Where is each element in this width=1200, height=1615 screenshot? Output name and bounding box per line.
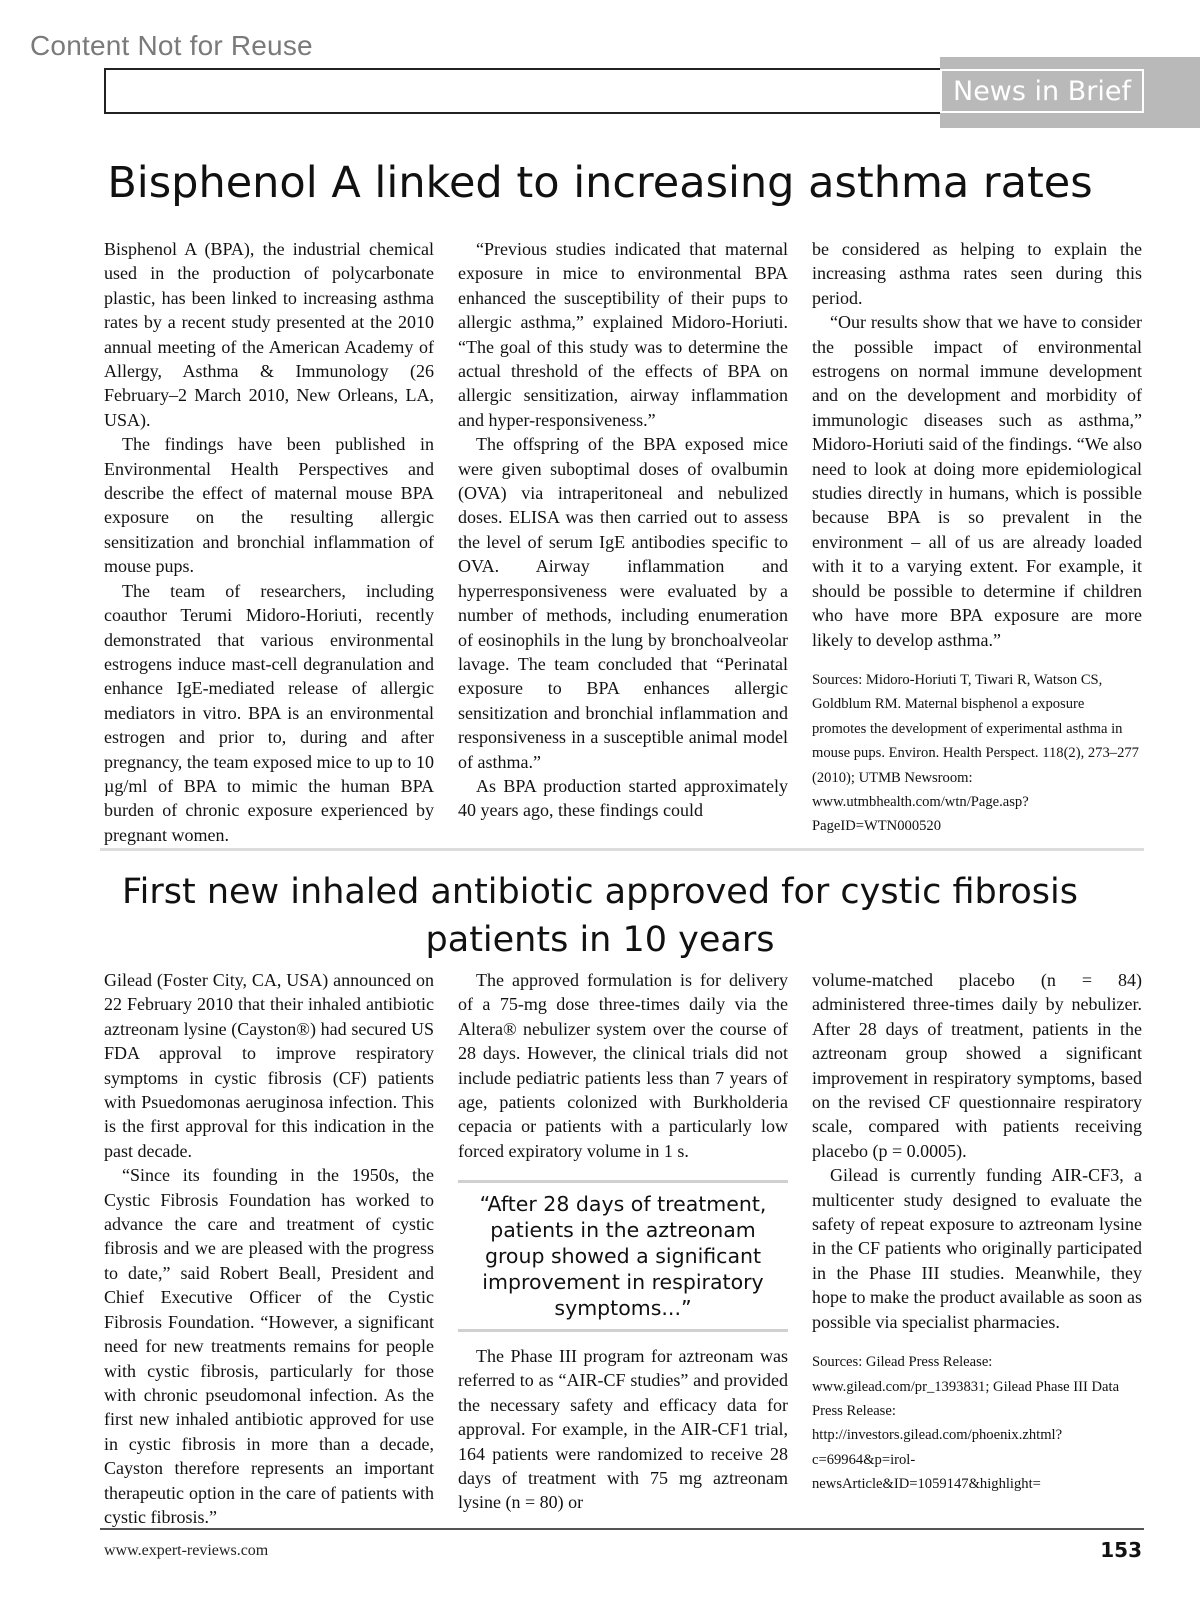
footer-rule xyxy=(100,1528,1144,1530)
paragraph: The findings have been published in Environmental Health Perspectives and describe the effect of maternal mouse BPA exposure on the resulting allergic sensitization and bronchial inflammation of mouse pups. xyxy=(104,434,434,577)
paragraph: volume-matched placebo (n = 84) administered three-times daily by nebulizer. After 28 days of treatment, patients in the aztreonam group showed a significant improvement in respiratory symptoms, based on the revised CF questionnaire respiratory scale, compared with patients receiving placebo (p = 0.0005). xyxy=(812,970,1142,1161)
paragraph: The approved formulation is for delivery of a 75-mg dose three-times daily via the Altera® nebulizer system over the course of 28 days. However, the clinical trials did not include pediatric patients less than 7 years of age, patients colonized with Burkholderia cepacia or patients with a particularly low forced expiratory volume in 1 s. xyxy=(458,970,788,1161)
article-2-title: First new inhaled antibiotic approved for cystic fibrosis patients in 10 years xyxy=(122,872,1078,960)
article-2-column-2-bottom xyxy=(458,1344,788,1515)
article-1-column-3 xyxy=(812,237,1142,839)
pull-quote: “After 28 days of treatment, patients in the aztreonam group showed a significant improvement in respiratory symptoms...” xyxy=(458,1180,788,1332)
paragraph: The offspring of the BPA exposed mice were given suboptimal doses of ovalbumin (OVA) via intraperitoneal and nebulized doses. ELISA was then carried out to assess the level of serum IgE antibodies specific to OVA. Airway inflammation and hyperresponsiveness were evaluated by a number of methods, including enumeration of eosinophils in the lung by bronchoalveolar lavage. The team concluded that “Perinatal exposure to BPA enhances allergic sensitization and bronchial inflammation and responsiveness in a susceptible animal model of asthma.” xyxy=(458,434,788,772)
paragraph: “Previous studies indicated that maternal exposure in mice to environmental BPA enhanced the susceptibility of their pups to allergic asthma,” explained Midoro-Horiuti. “The goal of this study was to determine the actual threshold of the effects of BPA on allergic sensitization, airway inflammation and hyper-responsiveness.” xyxy=(458,239,788,430)
article-2-column-2-top xyxy=(458,968,788,1163)
article-1-column-2 xyxy=(458,237,788,823)
article-2-sources: Sources: Gilead Press Release: www.gilead.com/pr_1393831; Gilead Phase III Data Press Release: http://investors.gilead.com/phoenix.zhtml?c=69964&p=irol-newsArticle&ID=1059147&highlight= xyxy=(812,1354,1120,1493)
header-bar xyxy=(104,68,940,114)
section-tab xyxy=(940,57,1200,128)
section-label: News in Brief xyxy=(940,69,1144,113)
paragraph: Bisphenol A (BPA), the industrial chemical used in the production of polycarbonate plastic, has been linked to increasing asthma rates by a recent study presented at the 2010 annual meeting of the American Academy of Allergy, Asthma & Immunology (26 February–2 March 2010, New Orleans, LA, USA). xyxy=(104,239,434,430)
paragraph: The team of researchers, including coauthor Terumi Midoro-Horiuti, recently demonstrated that various environmental estrogens induce mast-cell degranulation and enhance IgE-mediated release of allergic mediators in vitro. BPA is an environmental estrogen and prior to, during and after pregnancy, the team exposed mice to up to 10 µg/ml of BPA to mimic the human BPA burden of chronic exposure experienced by pregnant women. xyxy=(104,580,434,845)
article-2-column-3 xyxy=(812,968,1142,1497)
article-divider xyxy=(100,848,1144,851)
paragraph: The Phase III program for aztreonam was referred to as “AIR-CF studies” and provided the necessary safety and efficacy data for approval. For example, in the AIR-CF1 trial, 164 patients were randomized to receive 28 days of treatment with 75 mg aztreonam lysine (n = 80) or xyxy=(458,1346,788,1513)
paragraph: Gilead (Foster City, CA, USA) announced on 22 February 2010 that their inhaled antibiotic aztreonam lysine (Cayston®) had secured US FDA approval to improve respiratory symptoms in cystic fibrosis (CF) patients with Psuedomonas aeruginosa infection. This is the first approval for this indication in the past decade. xyxy=(104,970,434,1161)
article-2-column-1 xyxy=(104,968,434,1529)
article-1-title: Bisphenol A linked to increasing asthma rates xyxy=(107,158,1093,208)
watermark-text: Content Not for Reuse xyxy=(30,30,313,61)
paragraph: “Our results show that we have to consider the possible impact of environmental estrogens on normal immune development and on the development and morbidity of immunologic diseases such as asthma,” Midoro-Horiuti said of the findings. “We also need to look at doing more epidemiological studies directly in humans, which is possible because BPA is so prevalent in the environment – all of us are already loaded with it to a varying extent. For example, it should be possible to determine if children who have more BPA exposure are more likely to develop asthma.” xyxy=(812,312,1142,650)
page-number: 153 xyxy=(1100,1538,1142,1562)
paragraph: be considered as helping to explain the increasing asthma rates seen during this period. xyxy=(812,239,1142,308)
article-1-column-1 xyxy=(104,237,434,847)
footer-url: www.expert-reviews.com xyxy=(104,1542,269,1559)
paragraph: “Since its founding in the 1950s, the Cystic Fibrosis Foundation has worked to advance the care and treatment of cystic fibrosis and we are pleased with the progress to date,” said Robert Beall, President and Chief Executive Officer of the Cystic Fibrosis Foundation. “However, a significant need for new treatments remains for people with cystic fibrosis, particularly for those with chronic pseudomonal infection. As the first new inhaled antibiotic approved for use in cystic fibrosis in more than a decade, Cayston therefore represents an important therapeutic option in the care of patients with cystic fibrosis.” xyxy=(104,1165,434,1527)
paragraph: Gilead is currently funding AIR-CF3, a multicenter study designed to evaluate the safety of repeat exposure to aztreonam lysine in the CF patients who originally participated in the Phase III studies. Meanwhile, they hope to make the product available as soon as possible via specialist pharmacies. xyxy=(812,1165,1142,1332)
article-1-sources: Sources: Midoro-Horiuti T, Tiwari R, Watson CS, Goldblum RM. Maternal bisphenol a exposure promotes the development of experimental asthma in mouse pups. Environ. Health Perspect. 118(2), 273–277 (2010); UTMB Newsroom: www.utmbhealth.com/wtn/Page.asp?PageID=WTN000520 xyxy=(812,671,1139,835)
paragraph: As BPA production started approximately 40 years ago, these findings could xyxy=(458,775,788,821)
